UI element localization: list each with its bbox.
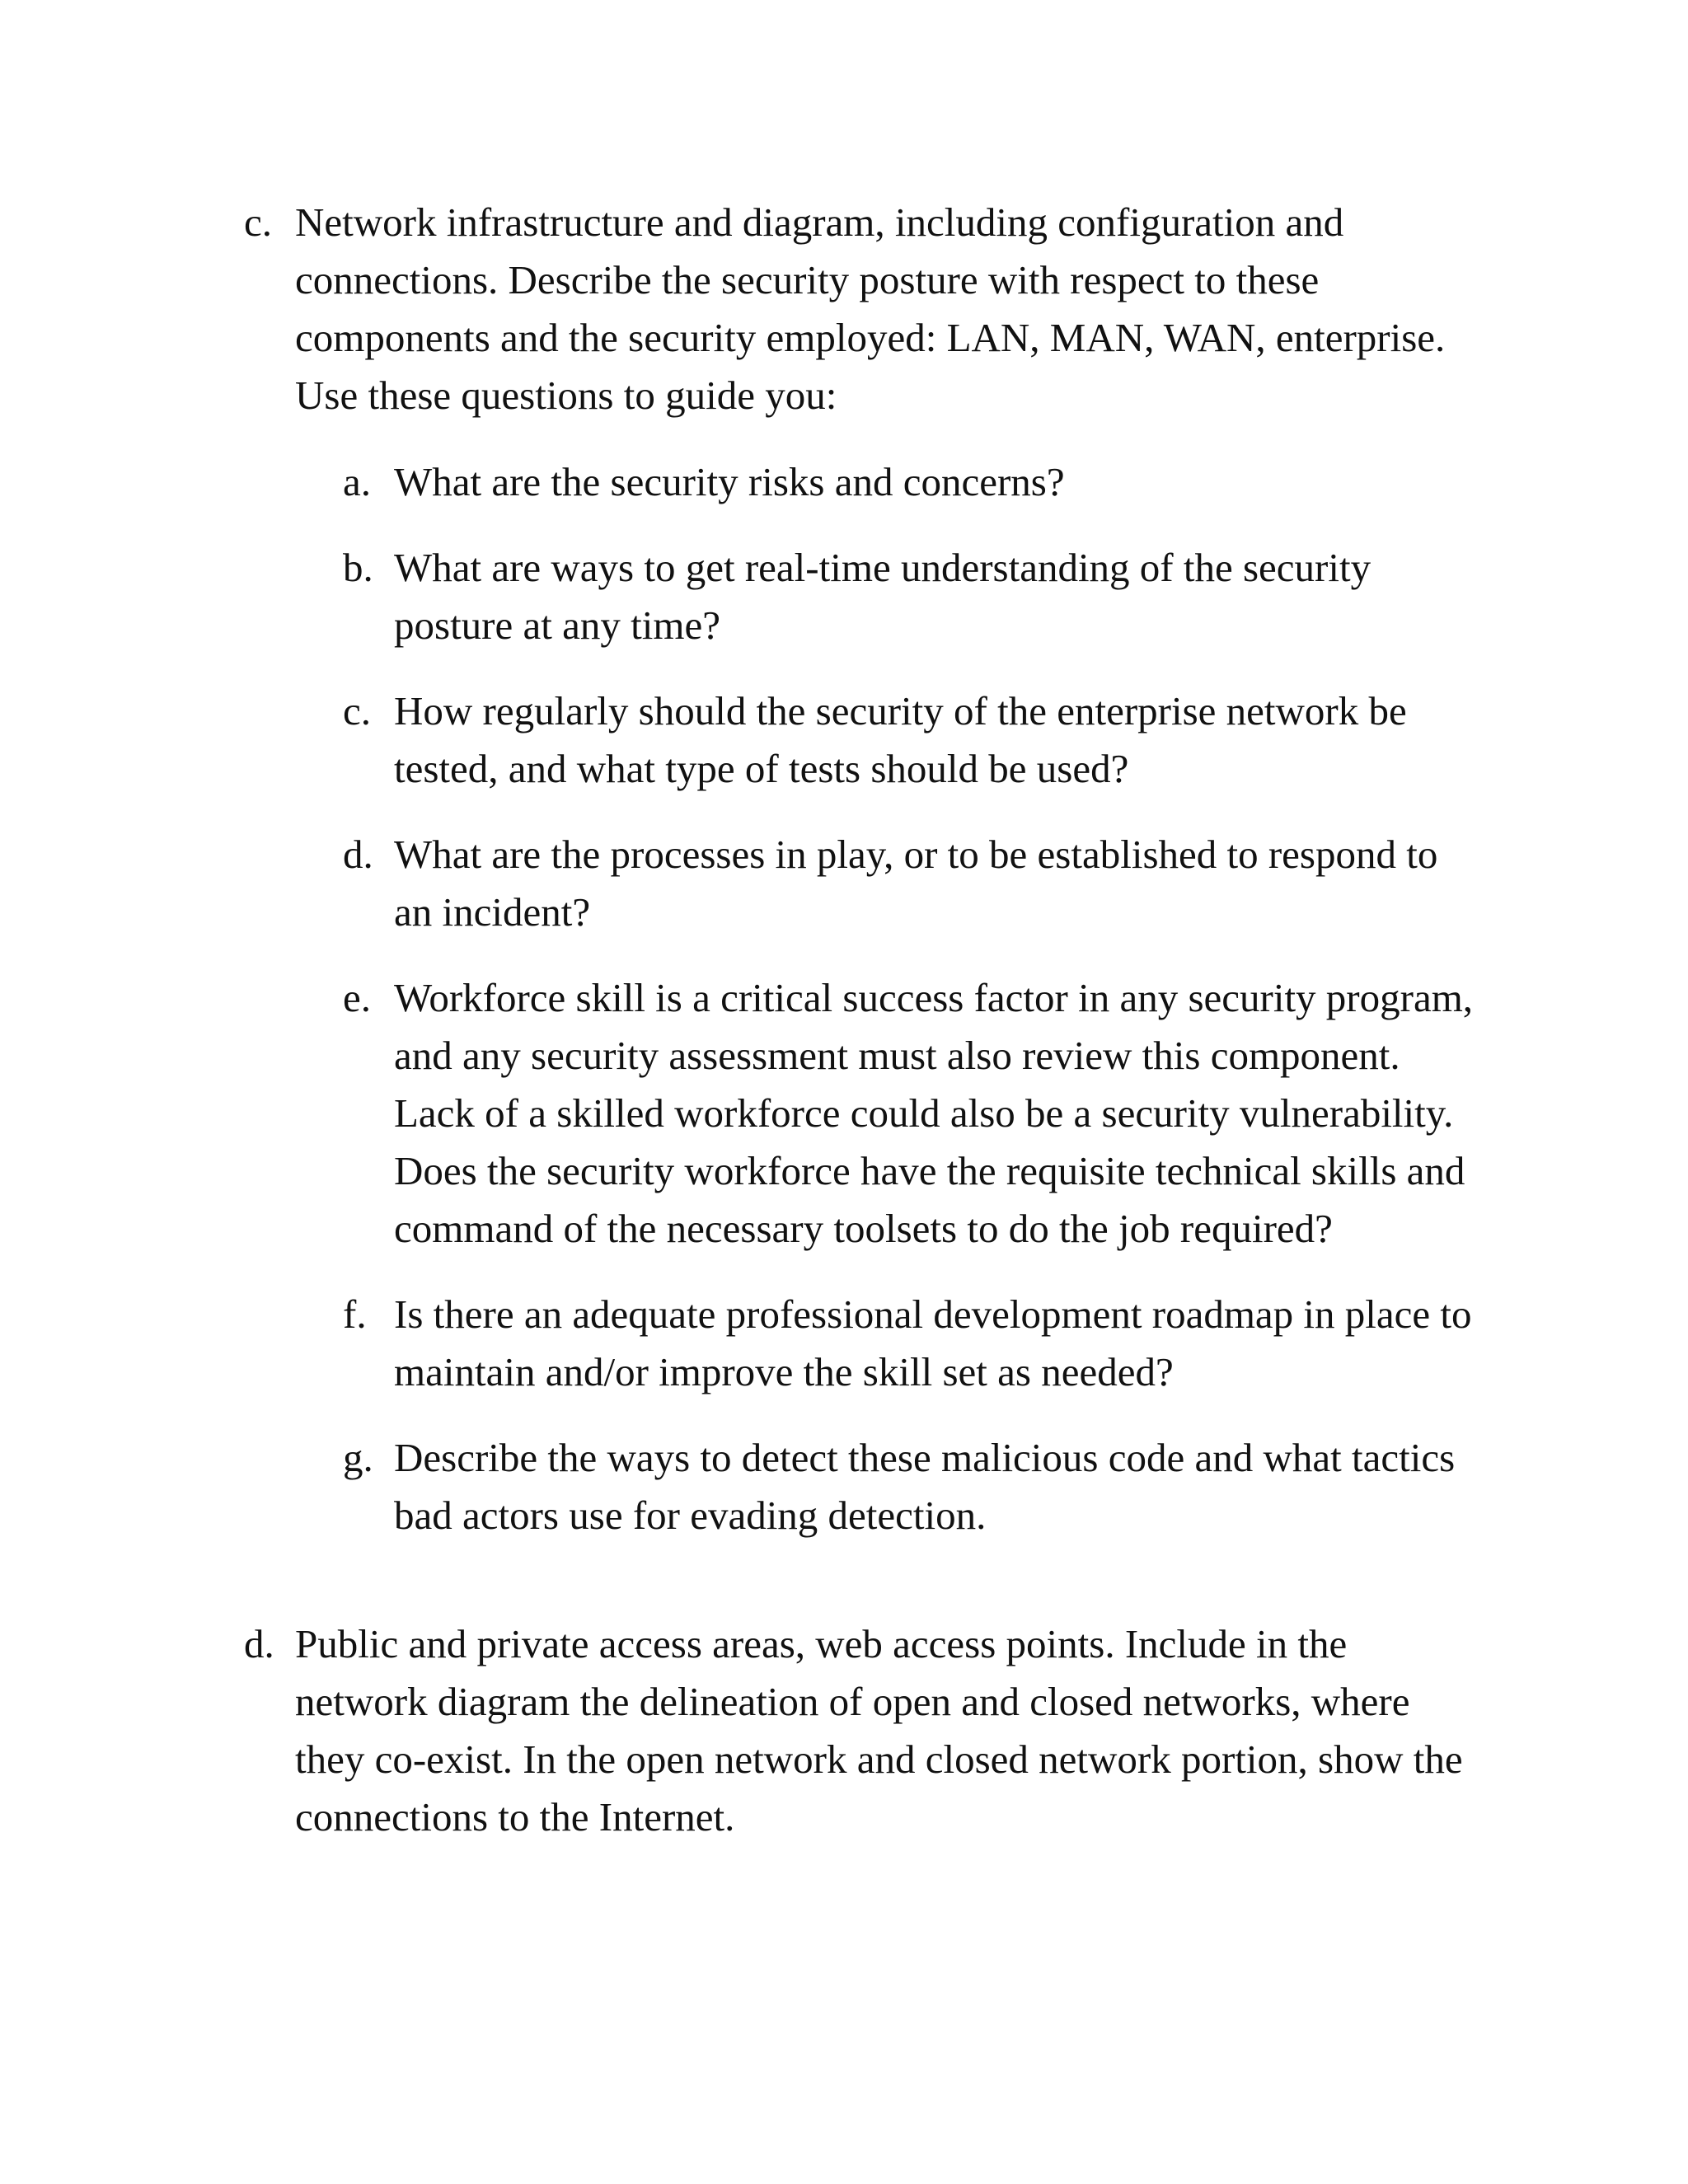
question-item-f xyxy=(343,1286,1480,1401)
question-item-c xyxy=(343,682,1480,798)
list-marker: d. xyxy=(244,1621,274,1666)
list-item-text: Public and private access areas, web access points. Include in the network diagram the delineation of open and closed networks, where they co-exist. In the open network and closed network portion, show the connections to the Internet. xyxy=(295,1621,1463,1840)
question-text: What are the processes in play, or to be established to respond to an incident? xyxy=(394,832,1438,935)
question-text: What are the security risks and concerns? xyxy=(394,459,1065,504)
question-item-g xyxy=(343,1429,1480,1544)
question-marker: e. xyxy=(343,975,371,1020)
list-item-text: Network infrastructure and diagram, including configuration and connections. Describe the security posture with respect to these components and the security employed: LAN, MAN, WAN, enterprise. Use these questions to guide you: xyxy=(295,199,1446,418)
question-text: Workforce skill is a critical success factor in any security program, and any security assessment must also review this component. Lack of a skilled workforce could also be a security vulnerability. Does the security workforce have the requisite technical skills and command of the necessary toolsets to do the job required? xyxy=(394,975,1474,1251)
question-text: What are ways to get real-time understanding of the security posture at any time? xyxy=(394,545,1372,648)
question-text: How regularly should the security of the enterprise network be tested, and what type of tests should be used? xyxy=(394,688,1407,791)
question-item-a xyxy=(343,453,1480,511)
question-item-d xyxy=(343,826,1480,941)
question-marker: c. xyxy=(343,688,371,733)
list-marker: c. xyxy=(244,199,272,245)
question-item-b xyxy=(343,539,1480,654)
list-item-c xyxy=(244,194,1464,424)
question-text: Is there an adequate professional development roadmap in place to maintain and/or improve the skill set as needed? xyxy=(394,1291,1472,1394)
question-marker: a. xyxy=(343,459,371,504)
question-marker: d. xyxy=(343,832,373,877)
question-list xyxy=(343,453,1480,1572)
question-marker: b. xyxy=(343,545,373,590)
question-marker: g. xyxy=(343,1435,373,1480)
list-item-d xyxy=(244,1615,1464,1846)
question-item-e xyxy=(343,969,1480,1258)
question-text: Describe the ways to detect these malicious code and what tactics bad actors use for evading detection. xyxy=(394,1435,1456,1538)
question-marker: f. xyxy=(343,1291,367,1337)
